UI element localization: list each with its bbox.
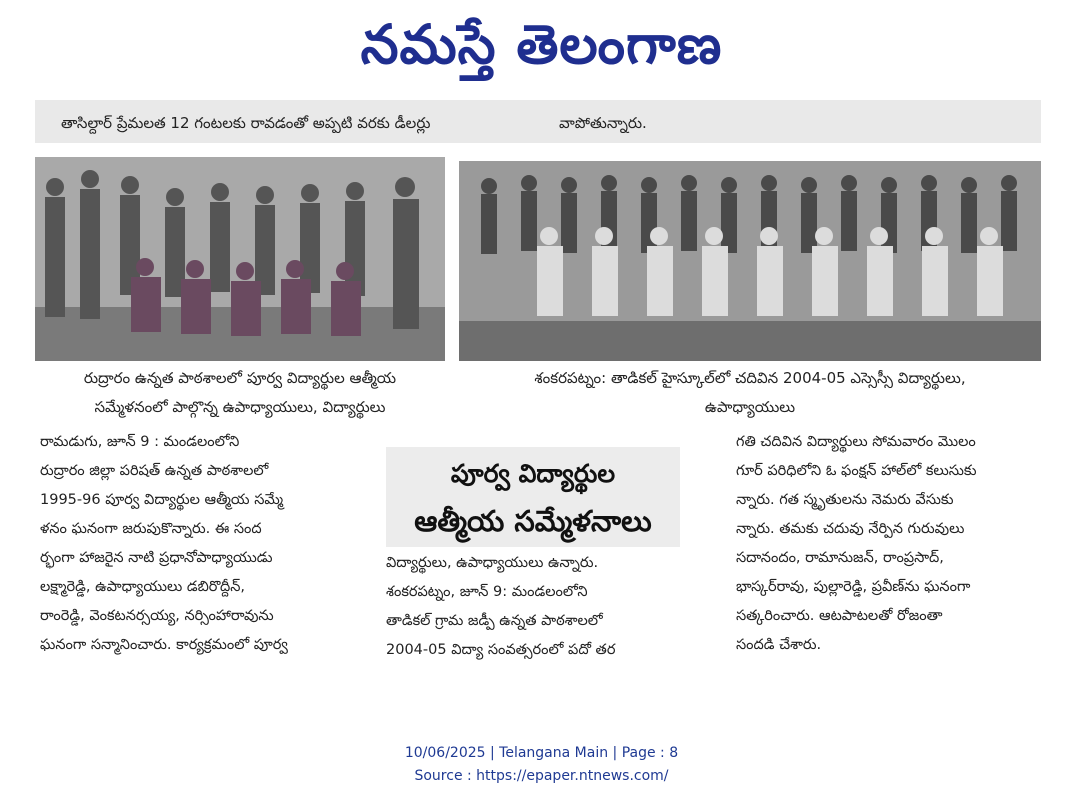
footer-source-line: Source : https://epaper.ntnews.com/: [414, 768, 669, 784]
article-line: లక్ష్మారెడ్డి, ఉపాధ్యాయులు డబిరొద్దీన్,: [40, 579, 245, 595]
article-line: భాస్కర్‌రావు, పుల్లారెడ్డి, ప్రవీణ్‌ను ఘనంగా: [736, 579, 971, 595]
article-line: రామడుగు, జూన్ 9 : మండలంలోని: [40, 434, 240, 450]
article-line: సందడి చేశారు.: [736, 637, 822, 653]
article-line: శంకరపట్నం, జూన్ 9: మండలంలోని: [386, 584, 588, 600]
article-line: గతి చదివిన విద్యార్థులు సోమవారం మొలం: [736, 434, 976, 450]
newspaper-masthead: నమస్తే తెలంగాణ: [360, 13, 723, 76]
caption-right-line1: శంకరపట్నం: తాడికల్ హైస్కూల్‌లో చదివిన 2004-05 ఎస్సెస్సీ విద్యార్థులు,: [534, 369, 966, 387]
article-line: న్నారు. గత స్మృతులను నెమరు వేసుకు: [736, 492, 954, 508]
article-line: సత్కరించారు. ఆటపాటలతో రోజంతా: [736, 608, 943, 624]
headline-line1: పూర్వ విద్యార్థుల: [450, 459, 616, 488]
article-column-middle: [386, 549, 686, 665]
alumni-group-photo-right: [459, 161, 1041, 361]
article-line: సదానందం, రామానుజన్, రాంప్రసాద్,: [736, 550, 944, 566]
article-line: రాంరెడ్డి, వెంకటనర్సయ్య, నర్సింహారావును: [40, 608, 274, 624]
article-line: విద్యార్థులు, ఉపాధ్యాయులు ఉన్నారు.: [386, 555, 599, 571]
article-line: ఘనంగా సన్మానించారు. కార్యక్రమంలో పూర్వ: [40, 637, 288, 653]
article-line: 2004-05 విద్యా సంవత్సరంలో పదో తర: [386, 642, 616, 658]
caption-right-line2: ఉపాధ్యాయులు: [704, 398, 796, 416]
footer-date-line: 10/06/2025 | Telangana Main | Page : 8: [404, 745, 679, 761]
article-line: ర్భంగా హాజరైన నాటి ప్రధానోపాధ్యాయుడు: [40, 550, 273, 566]
photo-caption-left: [35, 364, 445, 422]
strip-right-text: వాపోతున్నారు.: [559, 114, 647, 132]
caption-left-line2: సమ్మేళనంలో పాల్గొన్న ఉపాధ్యాయులు, విద్యార్థులు: [94, 398, 386, 416]
article-column-left: [40, 428, 340, 660]
alumni-group-photo-left: [35, 157, 445, 361]
article-headline: [386, 447, 680, 547]
caption-left-line1: రుద్రారం ఉన్నత పాఠశాలలో పూర్వ విద్యార్థుల ఆత్మీయ: [83, 369, 397, 387]
article-line: తాడికల్ గ్రామ జడ్పీ ఉన్నత పాఠశాలలో: [386, 613, 603, 629]
article-line: 1995-96 పూర్వ విద్యార్థుల ఆత్మీయ సమ్మే: [40, 492, 284, 508]
article-line: న్నారు. తమకు చదువు నేర్పిన గురువులు: [736, 521, 965, 537]
photo-caption-right: [459, 364, 1041, 422]
article-line: గూర్ పరిధిలోని ఓ ఫంక్షన్ హాల్‌లో కలుసుకు: [736, 463, 977, 479]
strip-left-text: తాసిల్దార్ ప్రేమలత 12 గంటలకు రావడంతో అప్పటి వరకు డీలర్లు: [61, 114, 431, 132]
headline-line2: ఆత్మీయ సమ్మేళనాలు: [414, 504, 652, 538]
article-column-right: [736, 428, 1042, 660]
top-article-strip: [35, 100, 1041, 143]
article-line: రుద్రారం జిల్లా పరిషత్ ఉన్నత పాఠశాలలో: [40, 463, 269, 479]
article-line: ళనం ఘనంగా జరుపుకొన్నారు. ఈ సంద: [40, 521, 262, 537]
